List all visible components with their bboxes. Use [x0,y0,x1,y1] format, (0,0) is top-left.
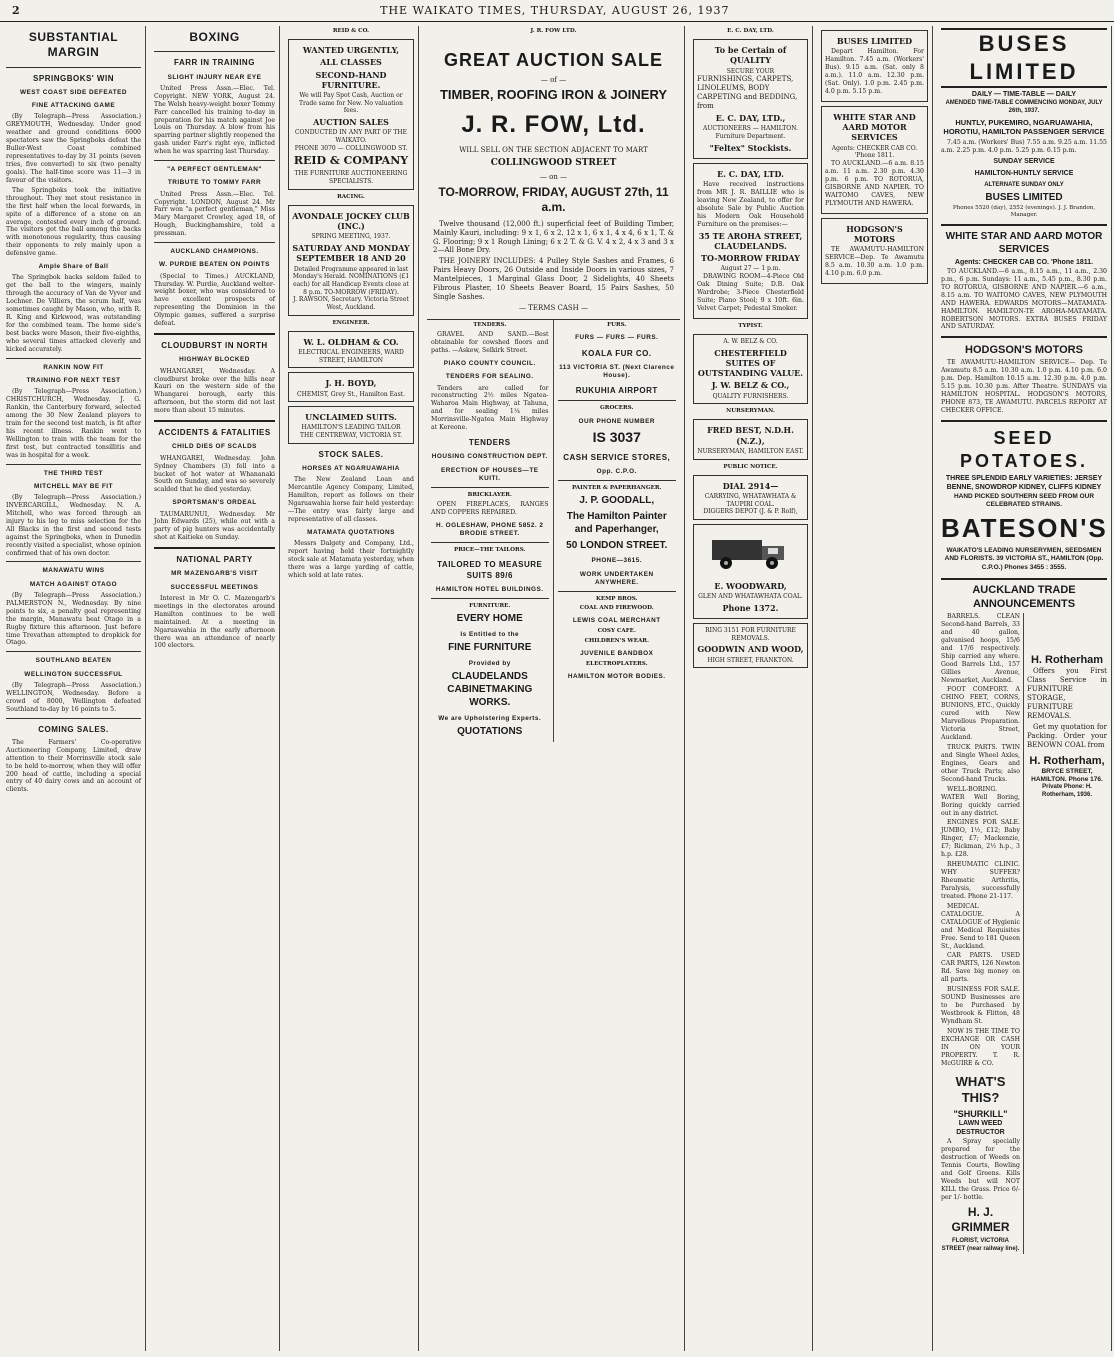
classifieds-left [427,320,554,741]
ad-heading: W. L. OLDHAM & CO. [303,336,399,347]
section-tag: PUBLIC NOTICE. [723,463,778,470]
ad-unclaimed-suits [288,406,414,444]
article-paragraph: (Special to Times.) AUCKLAND, Thursday. W. Purdie, Auckland welter-weight boxer, who was considered to have excellent prospects of representing the Dominion in the Olympic games, suffered a surprise defeat. [154,272,275,328]
ad-text: Tenders are called for reconstructing 2½ miles Ngatea-Waharoa Main Highway, at Tahuna, and for sealing 1¼ miles Morrinsville-Ngatea Main Highway at Kereone. [431,384,549,432]
ad-text: Have received instructions from MR J. R. BAILLIE who is leaving New Zealand, to offer for absolute Sale by Public Auction his Modern Oak Household Furniture on the premises:— [697,181,804,228]
ad-text: WELL-BORING. WATER Well Boring, Boring quickly carried out in any district. [941,785,1020,817]
ad-heading: HOUSING CONSTRUCTION DEPT. [431,453,548,461]
article-paragraph: (By Telegraph—Press Association.) PALMERSTON N., Wednesday. By nine points to six, a penalty goal representing the margin, Manawatu beat Otago in a Rugby fixture this afternoon. Just before time Trevathan attempted to dropkick for Otago. [6,591,141,647]
article-paragraph: The New Zealand Loan and Mercantile Agency Company, Limited, Hamilton, report as follows on their Ngaruawahia horse fair held yesterday:—The entry was fairly large and representative of all classes. [288,476,414,523]
subhead-child-dies: CHILD DIES OF SCALDS [172,443,257,451]
ad-text: AMENDED TIME-TABLE COMMENCING MONDAY, JULY 26th, 1937. [945,100,1103,114]
ad-text: We are Upholstering Experts. [438,714,542,722]
ad-text: TRUCK PARTS. TWIN and Single Wheel Axles, Engines, Gears and other Truck Parts; also Second-hand Trucks. [941,744,1020,783]
ad-goodwin-wood [693,623,808,668]
ad-text: Depart Hamilton. For Hamilton. 7.45 a.m. (Workers' Bus). 9.15 a.m. (Sat. only 8 a.m.). 11.0 a.m. 12.30 p.m. (Sat. Only). 1.0 p.m. 2.45 p.m. 4.0 p.m. 5.15 p.m. [825,48,924,95]
column-sport [2,26,146,1351]
section-tag: RACING. [337,193,365,200]
truck-illustration [706,532,796,572]
ad-heading: GOODWIN AND WOOD, [697,644,804,655]
ad-text: WORK UNDERTAKEN ANYWHERE. [579,570,654,586]
ad-text: AUCTIONEERS — HAMILTON. [703,125,798,133]
ad-text: DAILY — TIME-TABLE — DAILY [971,91,1077,99]
section-tag: TENDERS. [473,322,507,329]
section-tag: J. R. FOW LTD. [530,28,577,34]
ad-text: GLEN AND WHATAWHATA COAL. [698,593,803,601]
headline-accidents: ACCIDENTS & FATALITIES [158,428,271,438]
ad-text: GRAVEL AND SAND.—Best obtainable for cowshed floors and paths. —Askew, Selkirk Street. [431,331,549,355]
ad-heading: CLAUDELANDS CABINETMAKING WORKS. [447,671,533,708]
ad-heading: H. OGLESHAW, PHONE 5852. 2 BRODIE STREET. [436,521,544,538]
article-paragraph: The Farmers' Co-operative Auctioneering Company, Limited, draw attention to their Morrinsville stock sale to be held to-morrow, when they will offer 200 head of cattle, including a special entry of 40 dairy cows and an account of clients. [6,738,141,794]
ad-diggers-depot [693,475,808,520]
ad-heading: IS 3037 [592,428,641,445]
headline-coming-sales: COMING SALES. [38,724,109,734]
ad-fred-best [693,419,808,459]
headline-boxing: BOXING [189,30,240,44]
ad-text: RING 3151 FOR FURNITURE REMOVALS. [705,627,796,642]
ad-text: DIGGERS DEPOT (J. & P. Rolf), [703,508,798,516]
ad-heading: J. P. GOODALL, [579,495,655,507]
section-tag: CHILDREN'S WEAR. [584,637,649,644]
ad-text: RHEUMATIC CLINIC. WHY SUFFER? Rheumatic Arthritis, Paralysis, successfully treated. Phone 21-117. [941,861,1020,900]
ad-text: FURNISHINGS, CARPETS, LINOLEUMS, BODY CARPETING and BEDDING, from [697,75,798,111]
trade-right [1024,613,1107,1254]
ad-text: PHONE—3615. [591,557,643,565]
ad-text: DRAWING ROOM—4-Piece Old Oak Dining Suite; D.B. Oak Wardrobe; 3-Piece Chesterfield Suite; Piano Stool; 9 x 10ft. 6in. Velvet Carpet; Pedestal Smoker. [697,273,804,312]
column-buses-trade [937,26,1112,1351]
ad-heading: TIMBER, ROOFING IRON & JOINERY [439,87,668,103]
ad-heading-whats-this: WHAT'S THIS? [955,1073,1006,1106]
ad-text: August 27 — 1 p.m. [720,265,781,273]
ad-text: — of — [540,76,567,85]
subhead-highway: HIGHWAY BLOCKED [179,356,250,364]
ad-heading: QUOTATIONS [457,725,523,737]
ad-heading: SECOND-HAND FURNITURE. [315,69,387,90]
ad-text: Agents: CHECKER CAB CO. 'Phone 1811. [954,258,1094,266]
trade-announcements [941,613,1107,1254]
ad-text: Phones 5520 (day), 2552 (evenings). J. J. Brandon, Manager. [952,205,1096,219]
section-tag: COSY CAFE. [597,628,636,635]
trade-left [941,613,1024,1254]
ad-heading: HAMILTON HOTEL BUILDINGS. [435,585,544,593]
article-paragraph: Messrs Dalgety and Company, Ltd., report having held their fortnightly stock sale at Matamata yesterday, when there was a large yarding of cattle, which sold at late rates. [288,540,414,579]
ad-heading: OUR PHONE NUMBER [578,417,656,425]
ad-text: ELECTRICAL ENGINEERS, WARD STREET, HAMILTON [298,348,404,364]
subhead-tribute: TRIBUTE TO TOMMY FARR [167,179,262,187]
subhead-sportsman: SPORTSMAN'S ORDEAL [172,499,257,507]
ad-heading: FINE FURNITURE [448,642,532,654]
ad-text: Opp. C.P.O. [596,467,637,475]
section-tag: ENGINEER. [332,319,370,326]
ad-text: CONDUCTED IN ANY PART OF THE WAIKATO. [294,129,408,145]
ad-heading: TAILORED TO MEASURE SUITS 89/6 [437,560,543,580]
article-paragraph: TAUMARUNUI, Wednesday. Mr John Edwards (25), while out with a party of pig hunters was accidentally shot at Kaitieke on Sunday. [154,510,275,542]
ad-text: TO AUCKLAND.—6 a.m., 8.15 a.m., 11 a.m., 2.30 p.m., 6 p.m. Sundays: 11 a.m., 5.45 p.m., 8.30 p.m. TO ROTORUA, GISBORNE AND NAPIER.—6 a.m., 8.15 a.m. TO WAITOMO CAVES, NEW PLYMOUTH AND HAWERA. EDWARDS MOTORS—MATAMATA-HAMILTON. HAMILTON-TE AROHA-MATAMATA. ROBERTSON MOTORS. EXTRA BUSES FRIDAY AND SATURDAY. [941,267,1107,331]
headline-third-test: THE THIRD TEST [43,469,104,477]
subhead-otago: MATCH AGAINST OTAGO [29,580,118,588]
article-paragraph: WHANGAREI, Wednesday. A cloudburst broke over the hills near Kauri on the western side of the Whangarei borough, early this afternoon, but the storm did not last more than about 15 minutes. [154,367,275,415]
ad-oldham [288,331,414,369]
classifieds [427,320,680,741]
ad-text: Provided by [468,660,511,668]
ad-text: CARRYING, WHATAWHATA & TAUPIRI COAL. [704,492,797,508]
ad-heading: REID & COMPANY [293,154,409,168]
ad-text: BARRELS. CLEAN Second-hand Barrels, 33 and 40 gallon, galvanised hoops, 15/6 and 17/6 respectively. Ship carried any where. Good Barrels Ltd., 157 Gillies Avenue, Newmarket, Auckland. [941,613,1020,684]
ad-text: HAND PICKED SOUTHERN SEED FROM OUR CELEBRATED STRAINS. [953,493,1095,509]
subhead-matamata: MATAMATA QUOTATIONS [307,528,395,536]
article-paragraph: (By Telegraph—Press Association.) CHRISTCHURCH, Wednesday. J. G. Rankin, the Canterbury forward, selected among the 30 New Zealand players to train for the second test match, is fit after his recent illness. Rankin went to Wellington to train with the team for the first test, but contracted tonsillitis and was in hospital for a week. [6,388,141,459]
ad-heading: GREAT AUCTION SALE [444,50,663,71]
ad-heading: J. R. FOW, Ltd. [461,110,646,138]
ad-hodgsons [821,218,928,284]
ad-heading-rotherham: H. Rotherham [1030,654,1104,666]
ad-text: 113 VICTORIA ST. (Next Clarence House). [559,363,675,379]
ad-text: HUNTLY, PUKEMIRO, NGARUAWAHIA, HOROTIU, HAMILTON PASSENGER SERVICE [943,117,1105,137]
ad-text: ENGINES FOR SALE. JUMBO, 1½, £12; Baby Ringer, £7; Mackenzie, £7; Rickman, 2½ h.p., 3 h.p. £28. [941,819,1020,859]
article-paragraph: United Press Assn.—Elec. Tel. Copyright. NEW YORK, August 24. The Welsh heavy-weight boxer Tommy Farr cancelled his training to-day in preparation for his match against Joe Louis on Thursday. A blow from his sparring partner slightly reopened the gash under Farr's right eye, inflicted when he was sparring last Thursday. [154,84,275,156]
ad-text: Is Entitled to the [460,631,520,639]
ad-text: TE AWAMUTU-HAMILTON SERVICE—Dep. Te Awamutu 8.5 a.m. 10.30 a.m. 1.0 p.m. 4.10 p.m. 6.0 p.m. [825,246,924,277]
ad-text: WAIKATO'S LEADING NURSERYMEN, SEEDSMEN AND FLORISTS. 39 VICTORIA ST., HAMILTON (Opp. C.P.O.) Phones 3455 : 3555. [944,546,1104,571]
subhead-horses: HORSES AT NGARUAWAHIA [302,465,400,473]
ad-heading: WHITE STAR AND AARD MOTOR SERVICES [833,111,916,143]
section-tag: REID & CO. [332,28,370,34]
ad-heading: FRED BEST, N.D.H. (N.Z.), [707,425,794,446]
ad-heading: E. C. DAY, LTD., [715,113,786,124]
ad-heading: WANTED URGENTLY, [302,45,400,56]
section-tag: E. C. DAY, LTD. [727,28,774,34]
ad-text: CHEMIST, Grey St., Hamilton East. [297,390,405,398]
ad-text: HAMILTON'S LEADING TAILOR [301,424,401,432]
ad-text: OPEN FIREPLACES, RANGES AND COPPERS REPAIRED. [431,501,549,517]
section-tag: PAINTER & PAPERHANGER. [571,485,662,492]
ad-text: PHONE 3070 — COLLINGWOOD ST. [294,144,408,152]
ad-heading: DIAL 2914— [722,480,779,491]
ad-woodward [693,524,808,619]
ad-text: SECURE YOUR [726,67,775,75]
subhead-ample-share: Ample Share of Ball [38,263,109,271]
ad-heading-batesons: BATESON'S [941,512,1108,543]
subhead-training: TRAINING FOR NEXT TEST [26,376,121,384]
section-tag: PRICE—THE TAILORS. [454,547,526,554]
ad-text: Offers you First Class Service in FURNITURE STORAGE, FURNITURE REMOVALS. [1027,667,1107,720]
ad-text: Twelve thousand (12,000 ft.) superficial feet of Building Timber, Mainly Kauri, including: 9 x 1, 6 x 2, 12 x 1, 6 x 1, 4 x 4, 6 x 1, T. & G. Flooring; 9 x 1 Rough Lining; 6 x 2 T. & G. V. 4 x 2, 4 x 3 and 3 x 2—All Bone Dry. [433,219,674,255]
column-boxing [150,26,280,1351]
ad-boyd [288,372,414,402]
ad-heading: LEWIS COAL MERCHANT [572,617,661,625]
ad-heading: FURS — FURS — FURS. [575,334,659,342]
ad-heading-white-star: WHITE STAR AND AARD MOTOR SERVICES [945,231,1103,256]
ad-text: THE CENTREWAY, VICTORIA ST. [299,432,403,440]
column-ec-day [689,26,813,1351]
ad-text: Get my quotation for Packing. Order your BENOWN COAL from [1027,722,1107,749]
ad-heading: 35 TE AROHA STREET, CLAUDELANDS. [698,230,803,252]
ad-text: FLORIST, VICTORIA STREET (near railway line). [941,1238,1020,1253]
section-tag: NURSERYMAN. [726,408,775,415]
ad-heading: JUVENILE BANDBOX [580,649,654,657]
ad-text: MEDICAL CATALOGUE. A CATALOGUE of Hygienic and Medical Requisites Free. Send to 181 Queen St., Auckland. [941,902,1020,950]
ad-heading-buses-limited: BUSES LIMITED [941,28,1107,88]
ad-heading: CHESTERFIELD SUITES OF OUTSTANDING VALUE. [697,347,804,379]
ad-text: — on — [539,172,568,181]
subhead-wellington: WELLINGTON SUCCESSFUL [24,670,123,678]
column-transport [817,26,933,1351]
ad-text: WILL SELL ON THE SECTION ADJACENT TO MART [459,146,648,155]
ad-heading: COLLINGWOOD STREET [490,158,617,169]
ad-heading: TO-MORROW FRIDAY [701,253,800,264]
section-tag: COAL AND FIREWOOD. [579,605,654,612]
ad-heading: E. C. DAY, LTD. [717,168,784,179]
ad-heading: "Feltex" Stockists. [709,142,792,153]
headline-substantial-margin: SUBSTANTIAL MARGIN [28,30,119,60]
article-paragraph: United Press Assn.—Elec. Tel. Copyright. LONDON, August 24. Mr Farr won "a perfect gentleman," Miss Mary Margaret Crowley, aged 18, of Hough, Buckinghamshire, told a pressman. [154,190,275,238]
ad-text: CAR PARTS. USED CAR PARTS, 126 Newton Rd. Save big money on all parts. [941,952,1020,984]
ad-heading: PIAKO COUNTY COUNCIL. [443,360,536,368]
headline-manawatu: MANAWATU WINS [42,567,105,575]
ad-ec-day-sale [693,163,808,319]
ad-text: Agents: CHECKER CAB CO. 'Phone 1811. [831,144,918,160]
ad-text: BRYCE STREET, HAMILTON. Phone 176. [1031,767,1103,784]
headline-rankin: RANKIN NOW FIT [43,363,104,371]
section-tag: TYPIST. [738,322,763,329]
ad-text: ALTERNATE SUNDAY ONLY [984,181,1064,188]
ad-heading: TO-MORROW, FRIDAY, AUGUST 27th, 11 a.m. [438,184,669,215]
section-tag: ELECTROPLATERS. [585,660,648,667]
headline-southland: SOUTHLAND BEATEN [35,657,112,665]
ad-heading: UNCLAIMED SUITS. [305,412,397,423]
ad-white-star [821,106,928,214]
ad-heading: BUSES LIMITED [985,192,1063,204]
ad-heading-grimmer: H. J. GRIMMER [951,1204,1010,1235]
page-number: 2 [12,4,20,17]
ad-avondale [288,205,414,316]
section-tag: KEMP BROS. [595,595,638,602]
ad-heading: E. WOODWARD, [714,580,787,591]
classifieds-right [554,320,681,741]
ad-heading: H. Rotherham, [1029,754,1105,767]
subhead-mazengarb: MR MAZENGARB'S VISIT [171,570,258,578]
ad-heading: TENDERS [468,438,511,448]
ad-heading: ALL CLASSES [320,57,382,68]
ad-text: TO AUCKLAND.—6 a.m. 8.15 a.m. 11 a.m. 2.30 p.m. 4.30 p.m. 6 p.m. TO ROTORUA, GISBORNE AND NAPIER. TO WAITOMO CAVES, NEW PLYMOUTH AND HAWERA. [825,159,924,207]
ad-text: We will Pay Spot Cash, Auction or Trade same for New. No valuation fees. [298,92,404,115]
section-tag: BRICKLAYER. [467,491,512,498]
ad-heading: EVERY HOME [456,613,523,625]
ad-text: QUALITY FURNISHERS. [712,392,789,400]
column-ads-reid [284,26,419,1351]
article-paragraph: (By Telegraph—Press Association.) WELLINGTON, Wednesday. Before a crowd of 8000, Wellington defeated Southland to-day by 16 points to 5. [6,681,141,713]
ad-heading: 50 LONDON STREET. [566,539,668,551]
ad-heading: J. H. BOYD, [325,378,377,389]
ad-heading-trade-announcements: AUCKLAND TRADE ANNOUNCEMENTS [941,578,1107,611]
subhead-purdie: W. PURDIE BEATEN ON POINTS [159,261,270,269]
ad-heading: KOALA FUR CO. [581,348,652,358]
ad-heading: HAMILTON MOTOR BODIES. [567,673,666,681]
ad-heading: The Hamilton Painter and Paperhanger, [566,510,667,535]
ad-text: Detailed Programme appeared in last Monday's Herald. NOMINATIONS (£1 each) for all Handicap Events close at 8 p.m. TO-MORROW (FRIDAY). [292,265,410,296]
subhead-west-coast: WEST COAST SIDE DEFEATED [19,88,128,96]
ad-ec-day-quality [693,39,808,159]
ad-text: Furniture Department. [715,133,786,141]
ad-text: NOW IS THE TIME TO EXCHANGE OR CASH IN ON YOUR PROPERTY. T. R. McGUIRE & CO. [941,1027,1020,1067]
headline-auckland-champions: AUCKLAND CHAMPIONS. [170,248,259,256]
article-paragraph: Interest in Mr O. C. Mazengarb's meetings in the electorates around Hamilton continues to be well maintained. At a meeting in Ngaruawahia in the early afternoon there was an attendance of nearly 100 electors. [154,594,275,650]
article-paragraph: The Springbok backs seldom failed to get the ball to the wingers, mainly through the accuracy of Van de Vyver and Lochner. De Villiers, the scrum half, was sometimes caught by Mason, who, with R. R. King and Kirkwood, was outstanding for the combined team. The home side's best backs were Mason, their five-eighths, who several times attacked cleverly and kicked accurately. [6,274,141,353]
ad-heading: AUCTION SALES [313,117,389,128]
ad-reid-company [288,39,414,190]
article-paragraph: The Springboks took the initiative throughout. They met stout resistance in the first half when the local forwards, in spite of a difference of a stone on an average, contested every inch of ground. The visitors got the ball among the backs with monotonous regularity, thus causing their opponents to rely mainly upon a defensive game. [6,186,141,258]
ad-heading: Phone 1372. [722,602,779,613]
ad-heading-seed-potatoes: SEED POTATOES. [959,428,1088,472]
ad-text: TE AWAMUTU-HAMILTON SERVICE— Dep. Te Awamutu 8.5 a.m. 10.30 a.m. 1.0 p.m. 4.10 p.m. 6.0 p.m. Dep. Hamilton 10.15 a.m. 12.30 p.m. 4.0 p.m. 5.15 p.m. 10.30 p.m. After Theatre. SUNDAYS via HAMILTON HOSPITAL. HODGSON'S MOTORS, PHONE 873, TE AWAMUTU. PARCELS REPORT AT CHECKER OFFICE. [941,359,1107,415]
section-tag: GROCERS. [600,405,634,412]
ad-heading: AVONDALE JOCKEY CLUB (INC.) [292,210,410,232]
ad-buses-timetable [821,30,928,102]
subhead-meetings: SUCCESSFUL MEETINGS [170,583,259,591]
headline-national-party: NATIONAL PARTY [176,555,253,565]
ad-text: A Spray specially prepared for the destruction of Weeds on Tennis Courts, Bowling and Golf Greens. Kills Weeds but will NOT KILL the Grass. Price 6/- per 1/- bottle. [941,1138,1020,1201]
ad-text: SPRING MEETING, 1937. [311,233,391,241]
article-paragraph: WHANGAREI, Wednesday. John Sydney Chambers (3) fell into a bucket of hot water at Whananaki South on Sunday, and was so severely scalded that he died yesterday. [154,454,275,494]
ad-text: 7.45 a.m. (Workers' Bus) 7.55 a.m. 9.25 a.m. 11.55 a.m. 2.25 p.m. 4.0 p.m. 5.25 p.m. 6.15 p.m. [941,138,1107,154]
ad-great-auction [427,37,680,320]
ad-heading: RUKUHIA AIRPORT [575,386,658,396]
ad-heading-hodgsons: HODGSON'S MOTORS [965,344,1083,357]
ad-text: SUNDAY SERVICE [993,157,1055,165]
ad-belz [693,334,808,404]
headline-gentleman: "A PERFECT GENTLEMAN" [167,166,262,174]
ad-heading: CASH SERVICE STORES, [563,452,671,462]
headline-stock-sales: STOCK SALES. [318,449,384,459]
subhead-injury: SLIGHT INJURY NEAR EYE [167,73,262,81]
ad-heading: BUSES LIMITED [836,36,913,46]
column-auction [423,26,685,1351]
ad-text: BUSINESS FOR SALE. SOUND Businesses are to be Purchased by Westbrook & Flitton, 48 Wyndham St. [941,986,1020,1025]
ad-heading: ERECTION OF HOUSES—TE KUITI. [441,466,539,482]
section-tag: FURS. [607,322,627,329]
subhead-farr: FARR IN TRAINING [174,58,255,68]
newspaper-title: THE WAIKATO TIMES, THURSDAY, AUGUST 26, 1937 [380,4,730,17]
ad-heading: J. W. BELZ & CO., [711,380,790,391]
ad-text: Private Phone: H. Rotherham, 1936. [1041,784,1093,799]
subhead-fine-attacking: FINE ATTACKING GAME [31,102,116,110]
subhead-springboks-win: SPRINGBOKS' WIN [33,73,114,83]
ad-text: NURSERYMAN, HAMILTON EAST. [697,447,804,455]
ad-text: — TERMS CASH — [519,304,588,313]
ad-heading: "SHURKILL" [953,1108,1008,1119]
section-tag: FURNITURE. [469,603,511,610]
article-paragraph: (By Telegraph—Press Association.) INVERCARGILL, Wednesday. N. A. Mitchell, who was forced through an injury to his leg to miss selection for the All Blacks in the first and second tests against the Springboks, when in Dunedin recently visited a specialist, whose opinion confirmed that of his own doctor. [6,493,141,557]
ad-text: J. RAWSON, Secretary. Victoria Street West, Auckland. [293,296,409,311]
ad-text: LAWN WEED DESTRUCTOR [956,1120,1005,1137]
ad-text: HAMILTON-HUNTLY SERVICE [974,169,1074,177]
ad-text: A. W. BELZ & CO. [723,338,778,345]
ad-heading: TENDERS FOR SEALING. [445,373,534,381]
ad-text: THE JOINERY INCLUDES: 4 Pulley Style Sashes and Frames, 6 Pairs Heavy Doors, 26 Outside and Inside Doors in various sizes, 7 Mantelpieces, 1 Marginal Glass Door, 2 Sidelights, 40 Sheets Fibrous Plaster, 10 Sheets Beaver Board, 15 Pairs Sashes, 50 Single Sashes. [433,257,674,302]
headline-cloudburst: CLOUDBURST IN NORTH [161,341,268,351]
subhead-mitchell: MITCHELL MAY BE FIT [34,482,113,490]
ad-text: THE FURNITURE AUCTIONEERING SPECIALISTS. [294,170,408,186]
ad-text: FOOT COMFORT. A CHINO FEET, CORNS, BUNIONS, ETC., Quickly cured with New Marvellous Preparation. Victoria Street, Auckland. [941,686,1020,742]
ad-text: THREE SPLENDID EARLY VARIETIES: JERSEY BENNE, SNOWDROP KIDNEY, CLIFFS KIDNEY [945,475,1103,492]
masthead [0,0,1114,22]
ad-heading: To be Certain of QUALITY [714,45,787,66]
ad-heading: SATURDAY AND MONDAY SEPTEMBER 18 AND 20 [292,243,410,264]
ad-heading: HODGSON'S MOTORS [846,223,903,244]
article-paragraph: (By Telegraph—Press Association.) GREYMOUTH, Wednesday. Under good weather and ground conditions 6000 spectators saw the Springboks defeat the Buller-West Coast combined representatives to-day by 31 points (seven tries, five converted) to six (two penalty goals). The half-time score was 11—3 in favour of the visitors. [6,113,141,184]
ad-text: HIGH STREET, FRANKTON. [707,656,794,664]
